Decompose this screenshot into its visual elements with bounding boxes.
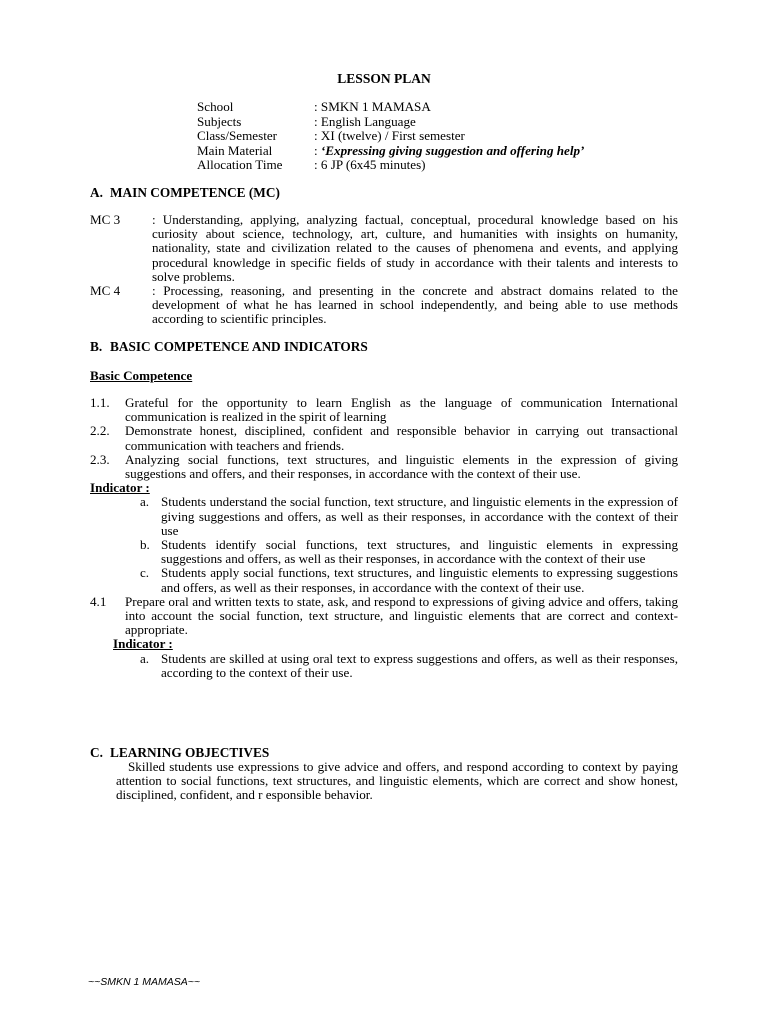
mc-item <box>90 213 678 284</box>
indicator-text: Students apply social functions, text structures, and linguistic elements to expressing suggestions and offers, as well as their responses, in accordance with the context of their use. <box>161 565 678 595</box>
page-title: LESSON PLAN <box>337 71 431 86</box>
indicator-item <box>140 566 678 594</box>
bc-num: 2.2. <box>90 423 110 439</box>
mc-text: : Understanding, applying, analyzing factual, conceptual, procedural knowledge based on his curiosity about science, technology, art, culture, and humanities with insights on humanity, nationality, state and civilization related to the causes of phenomena and events, and applying procedural knowledge in specific fields of study in accordance with their talents and interests to solve problems. <box>152 212 678 284</box>
mc-label: MC 4 <box>90 283 121 299</box>
indicator-list <box>90 495 678 594</box>
bc-item-41 <box>90 595 678 638</box>
bc-text: Demonstrate honest, disciplined, confident and responsible behavior in carrying out transactional communication with teachers and friends. <box>125 423 678 453</box>
indicator-letter: a. <box>140 494 150 510</box>
info-key: School <box>197 99 234 114</box>
bc-text: Prepare oral and written texts to state, ask, and respond to expressions of giving advice and offers, taking into account the social function, text structure, and linguistic elements that are correct and context-appropriate. <box>125 593 678 638</box>
objectives-paragraph: Skilled students use expressions to give advice and offers, and respond according to context by paying attention to social functions, text structures, and linguistic elements, which are correct and show honest, disciplined, confident, and r esponsible behavior. <box>116 759 678 803</box>
mc-list <box>90 213 678 327</box>
section-num: C. <box>90 745 103 760</box>
info-key: Subjects <box>197 113 242 129</box>
indicator-text: Students are skilled at using oral text to express suggestions and offers, as well as their responses, according to the context of their use. <box>161 650 678 680</box>
bc-text: Analyzing social functions, text structures, and linguistic elements in the expression of giving suggestions and offers, and their responses, in accordance with the context of their use. <box>125 451 678 482</box>
indicator-label: Indicator : <box>90 480 150 496</box>
info-value: : English Language <box>314 113 416 129</box>
indicator-text: Students identify social functions, text structures, and linguistic elements in expressing suggestions and offers, as well as their responses, in accordance with the context of their use <box>161 537 678 567</box>
indicator-item <box>140 538 678 566</box>
indicator-letter: c. <box>140 565 150 581</box>
info-key: Allocation Time <box>197 157 283 172</box>
mc-item <box>90 284 678 327</box>
basic-competence-list <box>90 396 678 680</box>
bc-item <box>90 424 678 452</box>
indicator-letter: b. <box>140 537 150 553</box>
section-title: MAIN COMPETENCE (MC) <box>110 185 280 200</box>
info-row-subjects <box>197 115 584 130</box>
section-a-heading <box>90 185 280 201</box>
section-title: BASIC COMPETENCE AND INDICATORS <box>110 339 368 354</box>
info-row-time <box>197 158 584 173</box>
info-key: Main Material <box>197 142 273 158</box>
info-key: Class/Semester <box>197 128 278 143</box>
learning-objectives-text <box>116 760 678 803</box>
section-num: A. <box>90 185 103 200</box>
info-row-class <box>197 129 584 144</box>
info-sep: : <box>314 142 321 158</box>
mc-label: MC 3 <box>90 212 121 227</box>
bc-item <box>90 396 678 424</box>
indicator-letter: a. <box>140 650 150 666</box>
section-b-heading <box>90 339 368 355</box>
indicator-label-2: Indicator : <box>113 636 173 652</box>
indicator-item <box>140 652 678 680</box>
bc-num: 4.1 <box>90 593 107 609</box>
info-value <box>314 144 584 159</box>
bc-text: Grateful for the opportunity to learn English as the language of communication International communication is realized in the spirit of learning <box>125 395 678 425</box>
section-title: LEARNING OBJECTIVES <box>110 745 270 760</box>
indicator-text: Students understand the social function, text structure, and linguistic elements in the expression of giving suggestions and offers, as well as their responses, in accordance with the context of their use <box>161 494 678 538</box>
lesson-info-table <box>197 100 584 173</box>
page-footer: ~~SMKN 1 MAMASA~~ <box>88 976 201 988</box>
info-value: : XI (twelve) / First semester <box>314 128 465 143</box>
main-material-value: ‘Expressing giving suggestion and offering help’ <box>320 142 585 158</box>
info-value: : 6 JP (6x45 minutes) <box>314 157 426 172</box>
section-num: B. <box>90 339 103 354</box>
bc-item <box>90 453 678 481</box>
mc-text: : Processing, reasoning, and presenting in the concrete and abstract domains related to the development of what he has learned in school independently, and being able to use methods according to scientific principles. <box>152 283 678 327</box>
info-row-school <box>197 100 584 115</box>
indicator-item <box>140 495 678 538</box>
info-value: : SMKN 1 MAMASA <box>314 99 431 114</box>
indicator-list-2 <box>90 652 678 680</box>
basic-competence-subtitle: Basic Competence <box>90 368 193 383</box>
bc-num: 1.1. <box>90 395 110 410</box>
info-row-material <box>197 144 584 159</box>
bc-num: 2.3. <box>90 451 110 467</box>
